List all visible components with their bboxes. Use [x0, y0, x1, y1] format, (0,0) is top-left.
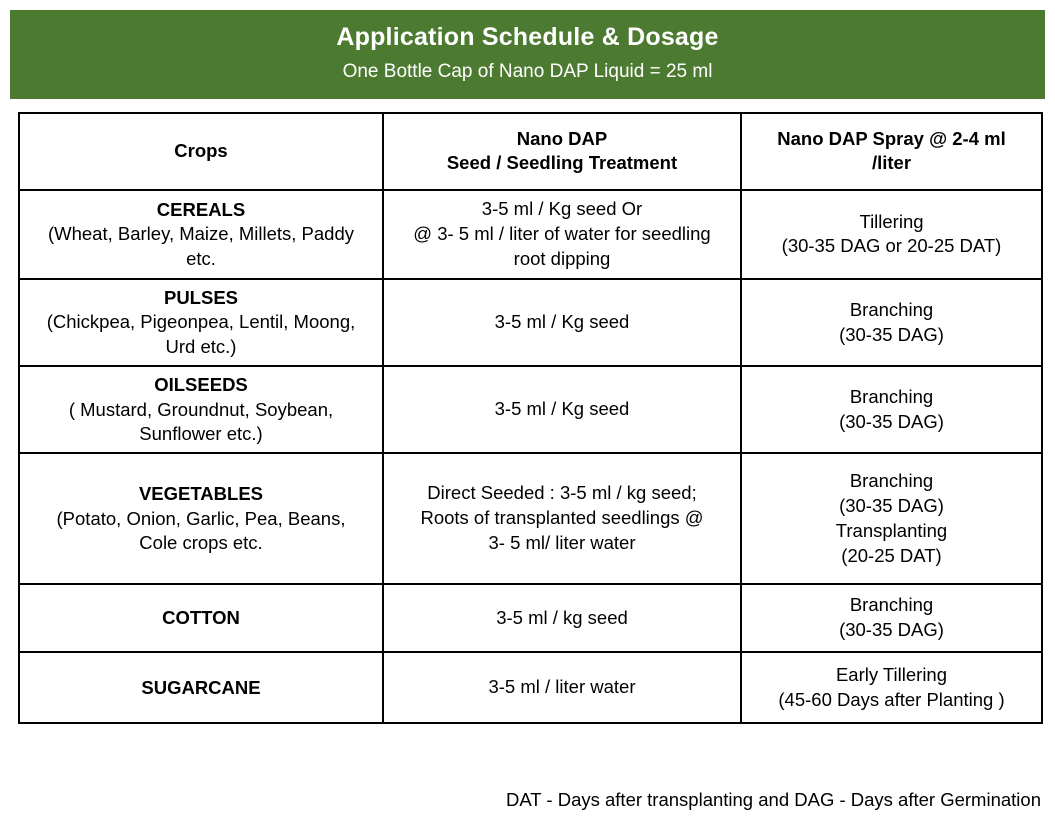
cell-crop-oilseeds — [19, 366, 383, 453]
cell-seed-treatment-vegetables — [383, 453, 741, 584]
cell-spray-cotton — [741, 584, 1042, 652]
crop-detail-line2: Sunflower etc.) — [139, 422, 263, 444]
spray-line1: Branching — [849, 594, 934, 616]
cell-spray-sugarcane — [741, 652, 1042, 723]
cell-seed-treatment-cereals — [383, 190, 741, 279]
footnote-abbreviations: DAT - Days after transplanting and DAG - Days after Germination — [505, 788, 1041, 810]
column-header-spray-line1: Nano DAP Spray @ 2-4 ml — [777, 127, 1006, 149]
dose-line1: 3-5 ml / Kg seed — [494, 311, 630, 333]
cell-crop-cotton — [19, 584, 383, 652]
crop-detail-line2: etc. — [186, 247, 216, 269]
cell-seed-treatment-cotton — [383, 584, 741, 652]
schedule-table-wrapper — [18, 112, 1041, 724]
crop-name: OILSEEDS — [154, 374, 248, 396]
spray-line1: Branching — [849, 298, 934, 320]
cell-seed-treatment-oilseeds — [383, 366, 741, 453]
crop-detail-line1: (Potato, Onion, Garlic, Pea, Beans, — [56, 507, 346, 529]
dose-line3: 3- 5 ml/ liter water — [488, 532, 636, 554]
spray-line2: (45-60 Days after Planting ) — [778, 688, 1005, 710]
column-header-spray-line2: /liter — [871, 151, 912, 173]
cell-seed-treatment-pulses — [383, 279, 741, 366]
crop-detail-line2: Urd etc.) — [165, 335, 237, 357]
table-row — [19, 279, 1042, 366]
spray-line1: Early Tillering — [835, 663, 948, 685]
dose-line2: Roots of transplanted seedlings @ — [420, 507, 704, 529]
page-subtitle: One Bottle Cap of Nano DAP Liquid = 25 ml — [342, 61, 713, 83]
dose-line1: 3-5 ml / Kg seed Or — [481, 198, 643, 220]
crop-detail-line1: ( Mustard, Groundnut, Soybean, — [68, 398, 334, 420]
cell-crop-vegetables — [19, 453, 383, 584]
table-row — [19, 453, 1042, 584]
table-header-row — [19, 113, 1042, 190]
spray-line2: (30-35 DAG or 20-25 DAT) — [781, 235, 1002, 257]
table-header — [19, 113, 1042, 190]
spray-line2: (30-35 DAG) — [839, 323, 944, 345]
column-header-crops — [19, 113, 383, 190]
crop-name: VEGETABLES — [138, 483, 264, 505]
table-row — [19, 190, 1042, 279]
dose-line1: 3-5 ml / liter water — [488, 676, 636, 698]
spray-line1: Tillering — [859, 210, 924, 232]
cell-spray-oilseeds — [741, 366, 1042, 453]
spray-line2: (30-35 DAG) — [839, 619, 944, 641]
page-title: Application Schedule & Dosage — [336, 23, 719, 51]
spray-line1: Branching — [849, 469, 934, 491]
application-schedule-table — [18, 112, 1043, 724]
header-banner — [10, 10, 1045, 99]
crop-detail-line2: Cole crops etc. — [139, 532, 263, 554]
spray-line1: Branching — [849, 385, 934, 407]
crop-name: SUGARCANE — [141, 676, 261, 698]
cell-spray-vegetables — [741, 453, 1042, 584]
spray-line2: (30-35 DAG) — [839, 410, 944, 432]
crop-name: CEREALS — [156, 198, 246, 220]
column-header-crops-text: Crops — [174, 139, 228, 161]
table-row — [19, 652, 1042, 723]
cell-crop-pulses — [19, 279, 383, 366]
crop-detail-line1: (Chickpea, Pigeonpea, Lentil, Moong, — [46, 311, 356, 333]
cell-spray-cereals — [741, 190, 1042, 279]
table-body — [19, 190, 1042, 723]
cell-crop-cereals — [19, 190, 383, 279]
spray-line3: Transplanting — [835, 519, 948, 541]
dose-line1: Direct Seeded : 3-5 ml / kg seed; — [427, 482, 697, 504]
cell-spray-pulses — [741, 279, 1042, 366]
dose-line1: 3-5 ml / Kg seed — [494, 398, 630, 420]
column-header-seed-treatment — [383, 113, 741, 190]
column-header-seed-line2: Seed / Seedling Treatment — [446, 151, 678, 173]
spray-line4: (20-25 DAT) — [841, 544, 942, 566]
document-page — [0, 10, 1055, 818]
column-header-spray — [741, 113, 1042, 190]
crop-name: PULSES — [163, 286, 239, 308]
table-row — [19, 366, 1042, 453]
cell-seed-treatment-sugarcane — [383, 652, 741, 723]
table-row — [19, 584, 1042, 652]
dose-line1: 3-5 ml / kg seed — [496, 606, 628, 628]
dose-line3: root dipping — [513, 247, 611, 269]
spray-line2: (30-35 DAG) — [839, 494, 944, 516]
crop-detail-line1: (Wheat, Barley, Maize, Millets, Paddy — [47, 223, 355, 245]
dose-line2: @ 3- 5 ml / liter of water for seedling — [413, 223, 711, 244]
column-header-seed-line1: Nano DAP — [516, 127, 608, 149]
crop-name: COTTON — [162, 607, 240, 629]
cell-crop-sugarcane — [19, 652, 383, 723]
